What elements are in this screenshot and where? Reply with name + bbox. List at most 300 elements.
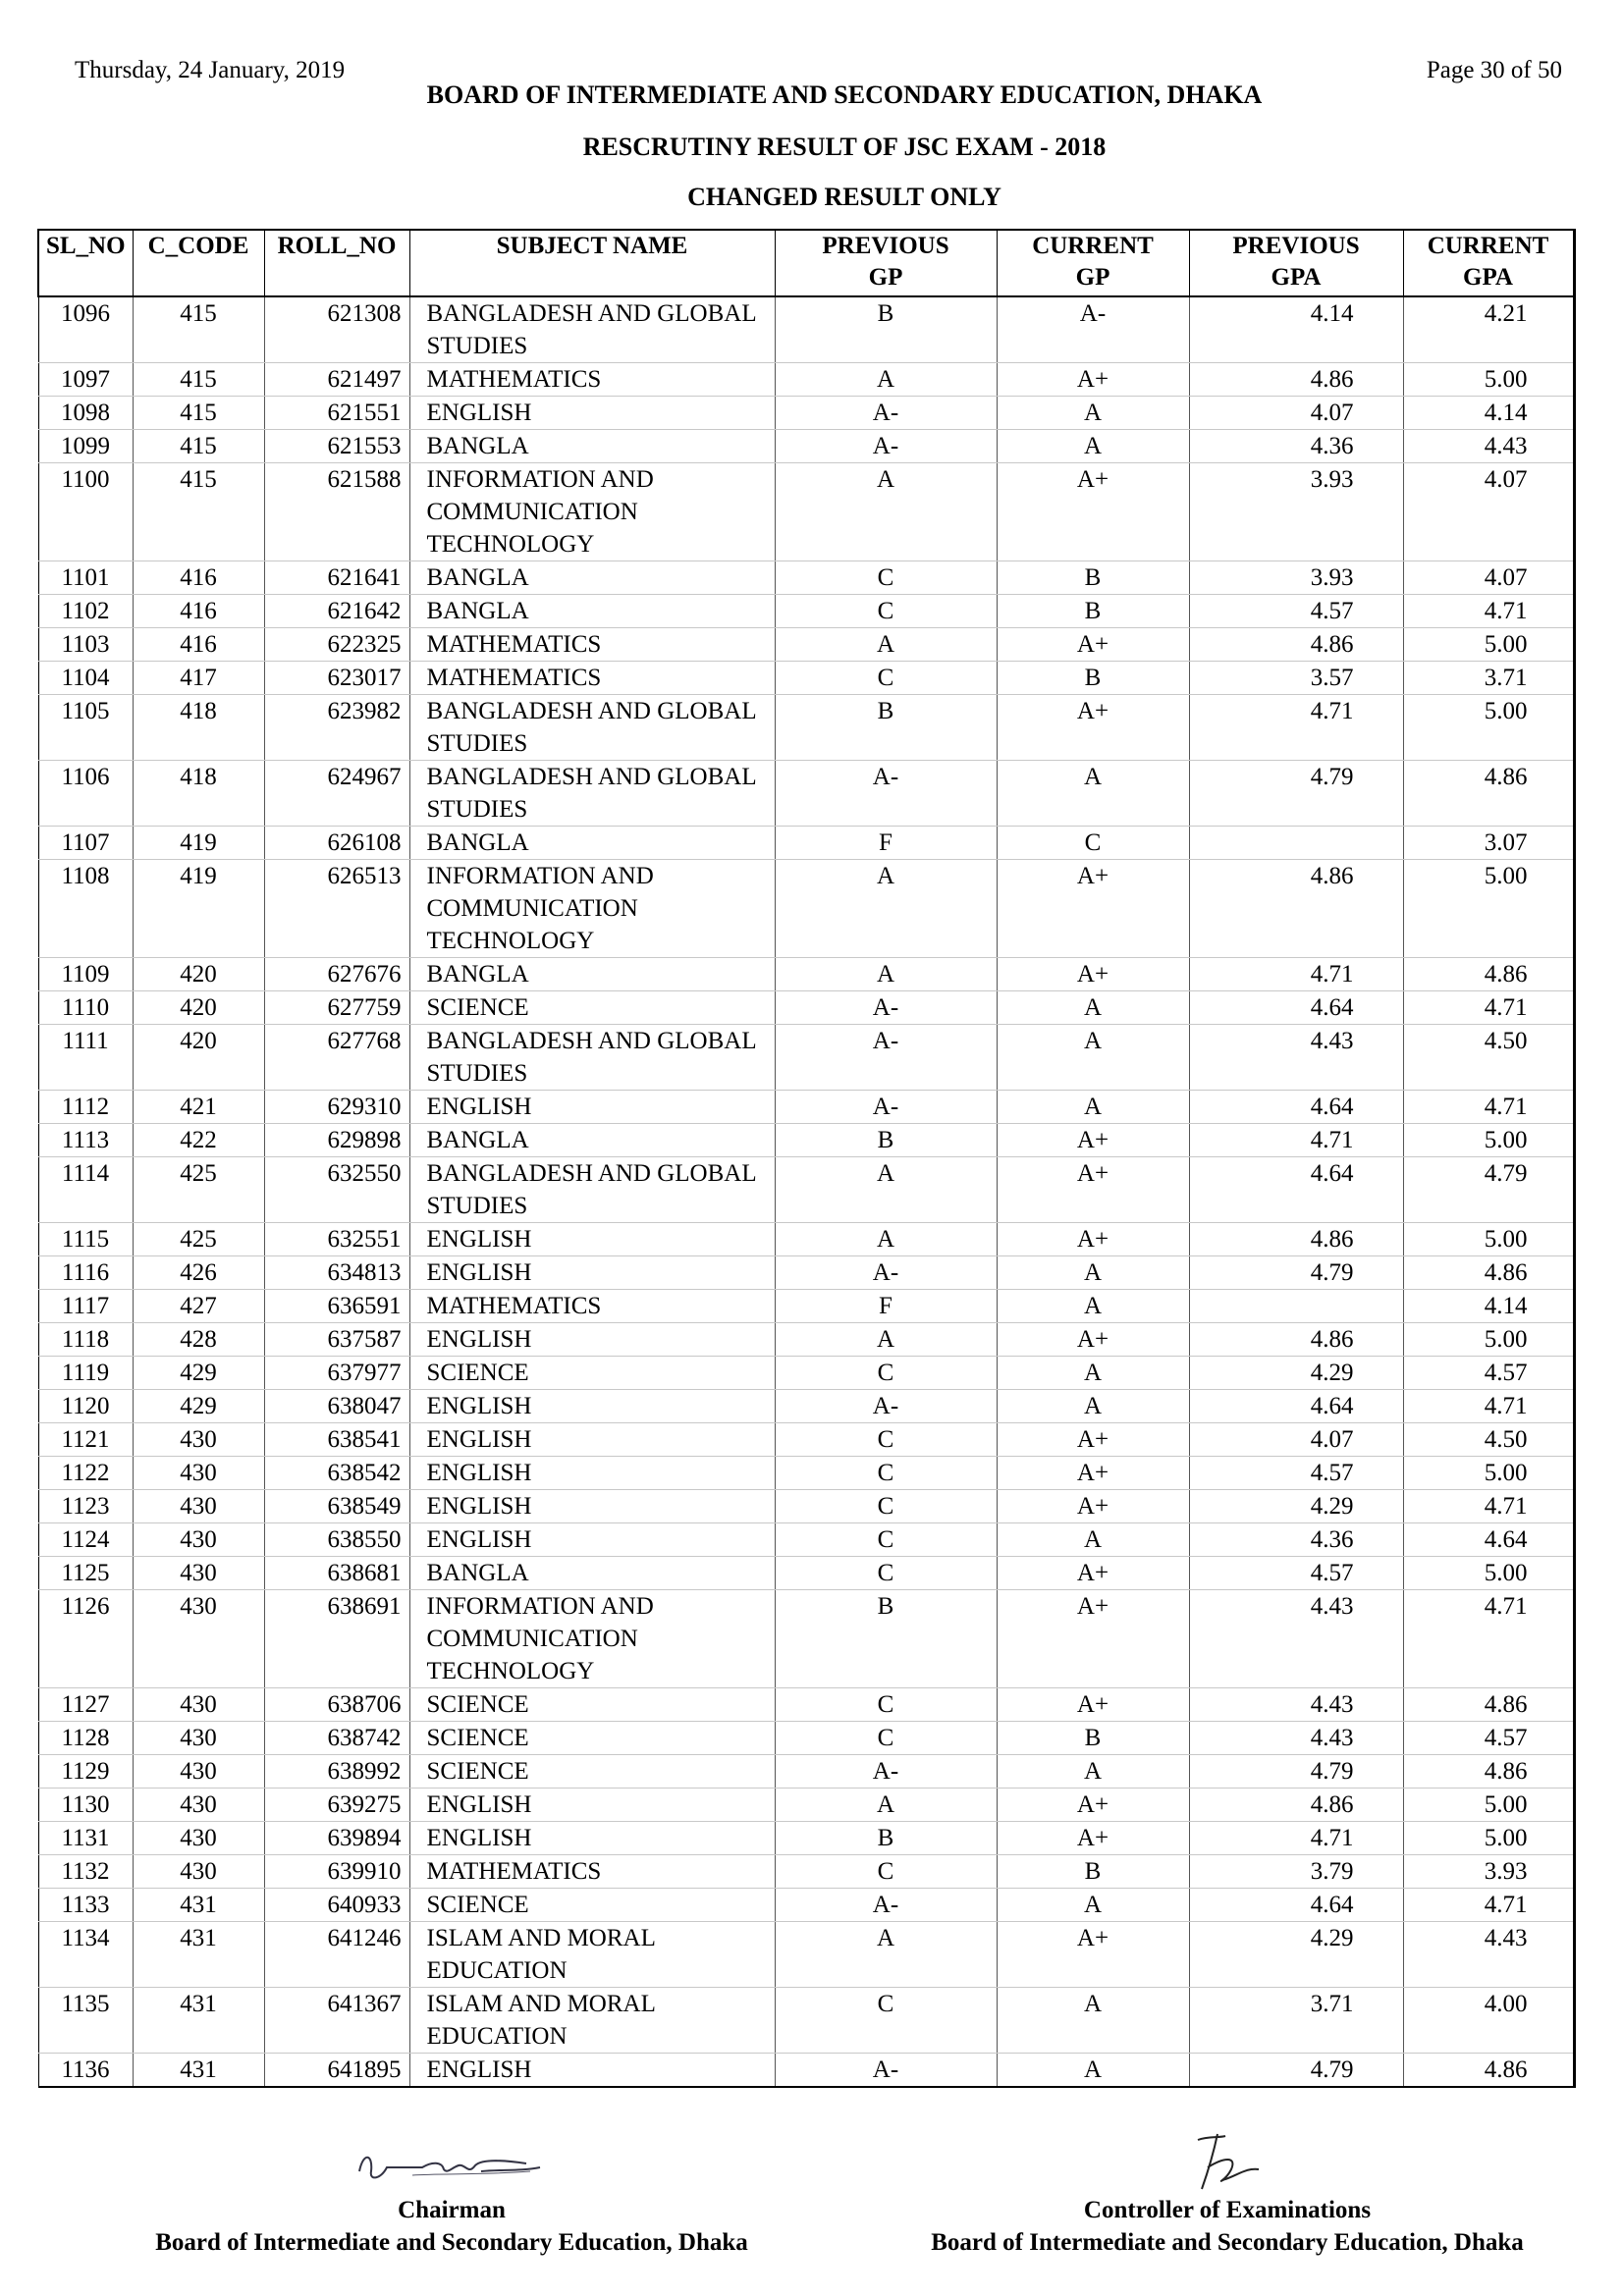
- subject-name-cell: ENGLISH: [409, 1822, 775, 1855]
- sl-no-cell: 1130: [38, 1789, 133, 1822]
- subject-name-cell: MATHEMATICS: [409, 662, 775, 695]
- subject-name-cell: SCIENCE: [409, 1357, 775, 1390]
- c-code-cell: 429: [133, 1390, 264, 1423]
- previous-gpa-cell: 3.57: [1189, 662, 1403, 695]
- previous-gpa-cell: 4.43: [1189, 1688, 1403, 1722]
- current-gpa-cell: 4.07: [1403, 463, 1574, 561]
- table-row: [38, 1323, 1574, 1357]
- current-gp-cell: A+: [997, 1457, 1189, 1490]
- roll-no-cell: 638542: [264, 1457, 409, 1490]
- current-gp-cell: C: [997, 827, 1189, 860]
- roll-no-cell: 638706: [264, 1688, 409, 1722]
- roll-no-cell: 621553: [264, 430, 409, 463]
- c-code-cell: 430: [133, 1590, 264, 1688]
- table-row: [38, 430, 1574, 463]
- roll-no-cell: 621308: [264, 296, 409, 363]
- previous-gpa-cell: 4.64: [1189, 1390, 1403, 1423]
- previous-gp-cell: A-: [775, 1025, 997, 1091]
- subject-name-cell: MATHEMATICS: [409, 363, 775, 397]
- table-row: [38, 1025, 1574, 1091]
- current-gpa-cell: 4.57: [1403, 1722, 1574, 1755]
- current-gp-cell: A-: [997, 296, 1189, 363]
- current-gpa-cell: 4.71: [1403, 1390, 1574, 1423]
- c-code-cell: 425: [133, 1223, 264, 1256]
- current-gpa-cell: 4.71: [1403, 1590, 1574, 1688]
- c-code-cell: 416: [133, 595, 264, 628]
- sl-no-cell: 1101: [38, 561, 133, 595]
- previous-gpa-cell: 4.86: [1189, 860, 1403, 958]
- subject-name-cell: SCIENCE: [409, 1755, 775, 1789]
- results-body: [38, 296, 1574, 2087]
- previous-gpa-cell: 4.07: [1189, 1423, 1403, 1457]
- roll-no-cell: 623017: [264, 662, 409, 695]
- c-code-cell: 428: [133, 1323, 264, 1357]
- sl-no-cell: 1114: [38, 1157, 133, 1223]
- current-gp-cell: A: [997, 1755, 1189, 1789]
- previous-gpa-cell: 4.64: [1189, 1889, 1403, 1922]
- sl-no-cell: 1119: [38, 1357, 133, 1390]
- column-header: SL_NO: [38, 230, 133, 296]
- roll-no-cell: 632550: [264, 1157, 409, 1223]
- previous-gpa-cell: 3.93: [1189, 561, 1403, 595]
- table-row: [38, 1457, 1574, 1490]
- roll-no-cell: 638691: [264, 1590, 409, 1688]
- c-code-cell: 429: [133, 1357, 264, 1390]
- roll-no-cell: 636591: [264, 1290, 409, 1323]
- c-code-cell: 419: [133, 827, 264, 860]
- previous-gp-cell: A: [775, 1223, 997, 1256]
- previous-gpa-cell: 4.71: [1189, 958, 1403, 991]
- current-gp-cell: A: [997, 991, 1189, 1025]
- current-gpa-cell: 4.00: [1403, 1988, 1574, 2054]
- exam-title: RESCRUTINY RESULT OF JSC EXAM - 2018: [582, 133, 1107, 161]
- sl-no-cell: 1124: [38, 1523, 133, 1557]
- sl-no-cell: 1108: [38, 860, 133, 958]
- previous-gp-cell: A: [775, 1157, 997, 1223]
- sl-no-cell: 1097: [38, 363, 133, 397]
- chairman-signature: [353, 2142, 550, 2191]
- roll-no-cell: 621642: [264, 595, 409, 628]
- current-gp-cell: A+: [997, 1822, 1189, 1855]
- current-gpa-cell: 5.00: [1403, 1223, 1574, 1256]
- table-row: [38, 1124, 1574, 1157]
- previous-gp-cell: C: [775, 1722, 997, 1755]
- current-gp-cell: A: [997, 1988, 1189, 2054]
- subject-name-cell: ENGLISH: [409, 397, 775, 430]
- sl-no-cell: 1120: [38, 1390, 133, 1423]
- table-row: [38, 695, 1574, 761]
- subject-name-cell: MATHEMATICS: [409, 628, 775, 662]
- subject-name-cell: BANGLA: [409, 827, 775, 860]
- previous-gp-cell: A: [775, 860, 997, 958]
- table-row: [38, 860, 1574, 958]
- c-code-cell: 417: [133, 662, 264, 695]
- previous-gpa-cell: 4.29: [1189, 1490, 1403, 1523]
- column-header: CURRENT GPA: [1403, 230, 1574, 296]
- sl-no-cell: 1136: [38, 2054, 133, 2088]
- c-code-cell: 418: [133, 761, 264, 827]
- previous-gpa-cell: 4.79: [1189, 1256, 1403, 1290]
- sl-no-cell: 1110: [38, 991, 133, 1025]
- previous-gp-cell: A-: [775, 1755, 997, 1789]
- previous-gp-cell: B: [775, 296, 997, 363]
- sl-no-cell: 1133: [38, 1889, 133, 1922]
- current-gpa-cell: 5.00: [1403, 860, 1574, 958]
- current-gp-cell: A+: [997, 695, 1189, 761]
- current-gpa-cell: 4.86: [1403, 958, 1574, 991]
- sl-no-cell: 1099: [38, 430, 133, 463]
- previous-gpa-cell: 4.36: [1189, 1523, 1403, 1557]
- previous-gp-cell: C: [775, 1490, 997, 1523]
- sl-no-cell: 1122: [38, 1457, 133, 1490]
- previous-gp-cell: A-: [775, 1091, 997, 1124]
- subject-name-cell: ISLAM AND MORAL EDUCATION: [409, 1922, 775, 1988]
- subject-name-cell: ENGLISH: [409, 1390, 775, 1423]
- sl-no-cell: 1118: [38, 1323, 133, 1357]
- subject-name-cell: ENGLISH: [409, 1256, 775, 1290]
- sl-no-cell: 1131: [38, 1822, 133, 1855]
- previous-gpa-cell: 4.86: [1189, 363, 1403, 397]
- previous-gp-cell: C: [775, 1557, 997, 1590]
- table-row: [38, 628, 1574, 662]
- sl-no-cell: 1129: [38, 1755, 133, 1789]
- current-gpa-cell: 4.07: [1403, 561, 1574, 595]
- current-gp-cell: B: [997, 662, 1189, 695]
- current-gp-cell: A+: [997, 628, 1189, 662]
- sl-no-cell: 1106: [38, 761, 133, 827]
- roll-no-cell: 621551: [264, 397, 409, 430]
- current-gpa-cell: 5.00: [1403, 1789, 1574, 1822]
- current-gpa-cell: 4.86: [1403, 1688, 1574, 1722]
- table-row: [38, 2054, 1574, 2088]
- subject-name-cell: MATHEMATICS: [409, 1855, 775, 1889]
- column-header: SUBJECT NAME: [409, 230, 775, 296]
- c-code-cell: 415: [133, 430, 264, 463]
- roll-no-cell: 627676: [264, 958, 409, 991]
- table-row: [38, 1688, 1574, 1722]
- previous-gp-cell: C: [775, 561, 997, 595]
- table-row: [38, 561, 1574, 595]
- table-row: [38, 1423, 1574, 1457]
- table-row: [38, 827, 1574, 860]
- controller-board: Board of Intermediate and Secondary Education, Dhaka: [931, 2229, 1524, 2256]
- subject-name-cell: BANGLADESH AND GLOBAL STUDIES: [409, 761, 775, 827]
- previous-gpa-cell: 4.64: [1189, 1157, 1403, 1223]
- previous-gp-cell: A: [775, 1922, 997, 1988]
- controller-signature: [1168, 2128, 1286, 2197]
- c-code-cell: 430: [133, 1688, 264, 1722]
- current-gpa-cell: 4.21: [1403, 296, 1574, 363]
- previous-gp-cell: C: [775, 1423, 997, 1457]
- c-code-cell: 430: [133, 1722, 264, 1755]
- previous-gpa-cell: 4.86: [1189, 628, 1403, 662]
- previous-gp-cell: B: [775, 1590, 997, 1688]
- previous-gp-cell: A: [775, 363, 997, 397]
- c-code-cell: 421: [133, 1091, 264, 1124]
- table-row: [38, 761, 1574, 827]
- current-gp-cell: A: [997, 1290, 1189, 1323]
- previous-gp-cell: A: [775, 1323, 997, 1357]
- current-gpa-cell: 4.86: [1403, 2054, 1574, 2088]
- current-gp-cell: A+: [997, 1423, 1189, 1457]
- subject-name-cell: INFORMATION AND COMMUNICATION TECHNOLOGY: [409, 860, 775, 958]
- sl-no-cell: 1126: [38, 1590, 133, 1688]
- sl-no-cell: 1096: [38, 296, 133, 363]
- table-row: [38, 1490, 1574, 1523]
- sl-no-cell: 1127: [38, 1688, 133, 1722]
- sl-no-cell: 1111: [38, 1025, 133, 1091]
- table-row: [38, 1590, 1574, 1688]
- table-row: [38, 1157, 1574, 1223]
- sl-no-cell: 1128: [38, 1722, 133, 1755]
- sl-no-cell: 1100: [38, 463, 133, 561]
- chairman-title: Chairman: [398, 2197, 506, 2223]
- previous-gpa-cell: 4.57: [1189, 595, 1403, 628]
- table-row: [38, 1256, 1574, 1290]
- chairman-board: Board of Intermediate and Secondary Education, Dhaka: [155, 2229, 748, 2256]
- table-row: [38, 1390, 1574, 1423]
- sl-no-cell: 1135: [38, 1988, 133, 2054]
- current-gpa-cell: 4.86: [1403, 1755, 1574, 1789]
- previous-gp-cell: A: [775, 463, 997, 561]
- subject-name-cell: BANGLADESH AND GLOBAL STUDIES: [409, 1157, 775, 1223]
- c-code-cell: 427: [133, 1290, 264, 1323]
- table-row: [38, 1557, 1574, 1590]
- previous-gpa-cell: 4.14: [1189, 296, 1403, 363]
- previous-gp-cell: A-: [775, 397, 997, 430]
- roll-no-cell: 627768: [264, 1025, 409, 1091]
- roll-no-cell: 638742: [264, 1722, 409, 1755]
- current-gp-cell: A: [997, 1025, 1189, 1091]
- c-code-cell: 430: [133, 1457, 264, 1490]
- current-gp-cell: B: [997, 1855, 1189, 1889]
- roll-no-cell: 626108: [264, 827, 409, 860]
- c-code-cell: 430: [133, 1822, 264, 1855]
- c-code-cell: 426: [133, 1256, 264, 1290]
- current-gp-cell: A+: [997, 1688, 1189, 1722]
- previous-gpa-cell: 4.79: [1189, 761, 1403, 827]
- table-row: [38, 662, 1574, 695]
- roll-no-cell: 626513: [264, 860, 409, 958]
- table-row: [38, 1091, 1574, 1124]
- current-gpa-cell: 5.00: [1403, 1323, 1574, 1357]
- page-number: Page 30 of 50: [1426, 57, 1562, 83]
- sl-no-cell: 1115: [38, 1223, 133, 1256]
- sl-no-cell: 1103: [38, 628, 133, 662]
- previous-gpa-cell: 4.71: [1189, 695, 1403, 761]
- current-gp-cell: A+: [997, 1557, 1189, 1590]
- sl-no-cell: 1117: [38, 1290, 133, 1323]
- subject-name-cell: BANGLA: [409, 958, 775, 991]
- c-code-cell: 431: [133, 1889, 264, 1922]
- roll-no-cell: 638541: [264, 1423, 409, 1457]
- previous-gpa-cell: 4.43: [1189, 1025, 1403, 1091]
- previous-gpa-cell: 4.64: [1189, 1091, 1403, 1124]
- previous-gpa-cell: 3.79: [1189, 1855, 1403, 1889]
- result-subtitle: CHANGED RESULT ONLY: [687, 183, 1001, 211]
- previous-gpa-cell: 4.36: [1189, 430, 1403, 463]
- previous-gpa-cell: 4.86: [1189, 1789, 1403, 1822]
- c-code-cell: 420: [133, 1025, 264, 1091]
- current-gpa-cell: 5.00: [1403, 695, 1574, 761]
- previous-gp-cell: C: [775, 1855, 997, 1889]
- roll-no-cell: 639275: [264, 1789, 409, 1822]
- current-gpa-cell: 4.71: [1403, 1490, 1574, 1523]
- c-code-cell: 415: [133, 296, 264, 363]
- current-gp-cell: A+: [997, 860, 1189, 958]
- previous-gpa-cell: 4.57: [1189, 1557, 1403, 1590]
- current-gp-cell: A+: [997, 1223, 1189, 1256]
- previous-gp-cell: A: [775, 1789, 997, 1822]
- current-gp-cell: A+: [997, 1157, 1189, 1223]
- current-gp-cell: A+: [997, 1490, 1189, 1523]
- subject-name-cell: SCIENCE: [409, 1688, 775, 1722]
- current-gpa-cell: 4.71: [1403, 595, 1574, 628]
- current-gp-cell: A: [997, 761, 1189, 827]
- subject-name-cell: BANGLA: [409, 561, 775, 595]
- table-row: [38, 296, 1574, 363]
- sl-no-cell: 1098: [38, 397, 133, 430]
- current-gp-cell: A+: [997, 958, 1189, 991]
- sl-no-cell: 1112: [38, 1091, 133, 1124]
- current-gp-cell: A+: [997, 1124, 1189, 1157]
- table-row: [38, 1922, 1574, 1988]
- current-gp-cell: A+: [997, 1590, 1189, 1688]
- c-code-cell: 425: [133, 1157, 264, 1223]
- previous-gp-cell: A-: [775, 1390, 997, 1423]
- c-code-cell: 430: [133, 1423, 264, 1457]
- sl-no-cell: 1123: [38, 1490, 133, 1523]
- roll-no-cell: 623982: [264, 695, 409, 761]
- c-code-cell: 415: [133, 363, 264, 397]
- table-header-row: [38, 230, 1574, 296]
- c-code-cell: 431: [133, 1988, 264, 2054]
- previous-gpa-cell: 4.29: [1189, 1922, 1403, 1988]
- c-code-cell: 418: [133, 695, 264, 761]
- current-gpa-cell: 4.79: [1403, 1157, 1574, 1223]
- subject-name-cell: ENGLISH: [409, 1789, 775, 1822]
- column-header: ROLL_NO: [264, 230, 409, 296]
- current-gpa-cell: 3.07: [1403, 827, 1574, 860]
- previous-gp-cell: C: [775, 1988, 997, 2054]
- previous-gpa-cell: 4.79: [1189, 2054, 1403, 2088]
- current-gpa-cell: 4.57: [1403, 1357, 1574, 1390]
- c-code-cell: 415: [133, 397, 264, 430]
- current-gpa-cell: 4.43: [1403, 430, 1574, 463]
- current-gp-cell: A: [997, 430, 1189, 463]
- table-row: [38, 397, 1574, 430]
- board-title: BOARD OF INTERMEDIATE AND SECONDARY EDUCATION, DHAKA: [426, 80, 1263, 109]
- previous-gp-cell: A-: [775, 991, 997, 1025]
- current-gpa-cell: 4.64: [1403, 1523, 1574, 1557]
- previous-gpa-cell: 4.79: [1189, 1755, 1403, 1789]
- subject-name-cell: BANGLADESH AND GLOBAL STUDIES: [409, 695, 775, 761]
- previous-gp-cell: C: [775, 1688, 997, 1722]
- previous-gp-cell: B: [775, 1822, 997, 1855]
- roll-no-cell: 638047: [264, 1390, 409, 1423]
- sl-no-cell: 1125: [38, 1557, 133, 1590]
- current-gp-cell: A: [997, 1256, 1189, 1290]
- roll-no-cell: 637587: [264, 1323, 409, 1357]
- subject-name-cell: BANGLA: [409, 430, 775, 463]
- subject-name-cell: ENGLISH: [409, 2054, 775, 2088]
- previous-gp-cell: A-: [775, 2054, 997, 2088]
- current-gpa-cell: 4.50: [1403, 1423, 1574, 1457]
- current-gp-cell: A: [997, 1091, 1189, 1124]
- table-row: [38, 1722, 1574, 1755]
- previous-gp-cell: C: [775, 662, 997, 695]
- subject-name-cell: BANGLADESH AND GLOBAL STUDIES: [409, 1025, 775, 1091]
- table-row: [38, 363, 1574, 397]
- subject-name-cell: SCIENCE: [409, 1889, 775, 1922]
- current-gpa-cell: 4.14: [1403, 1290, 1574, 1323]
- sl-no-cell: 1113: [38, 1124, 133, 1157]
- previous-gp-cell: F: [775, 827, 997, 860]
- c-code-cell: 430: [133, 1557, 264, 1590]
- sl-no-cell: 1104: [38, 662, 133, 695]
- roll-no-cell: 641895: [264, 2054, 409, 2088]
- controller-title: Controller of Examinations: [1083, 2197, 1372, 2223]
- previous-gp-cell: A-: [775, 1889, 997, 1922]
- column-header: PREVIOUS GP: [775, 230, 997, 296]
- c-code-cell: 430: [133, 1789, 264, 1822]
- previous-gp-cell: C: [775, 1523, 997, 1557]
- current-gpa-cell: 5.00: [1403, 628, 1574, 662]
- previous-gpa-cell: 4.29: [1189, 1357, 1403, 1390]
- current-gp-cell: A: [997, 2054, 1189, 2088]
- current-gp-cell: A: [997, 1357, 1189, 1390]
- previous-gp-cell: A-: [775, 1256, 997, 1290]
- current-gp-cell: A+: [997, 463, 1189, 561]
- current-gpa-cell: 4.86: [1403, 1256, 1574, 1290]
- current-gpa-cell: 5.00: [1403, 1457, 1574, 1490]
- subject-name-cell: BANGLA: [409, 595, 775, 628]
- roll-no-cell: 624967: [264, 761, 409, 827]
- roll-no-cell: 637977: [264, 1357, 409, 1390]
- c-code-cell: 430: [133, 1523, 264, 1557]
- previous-gp-cell: B: [775, 695, 997, 761]
- roll-no-cell: 621497: [264, 363, 409, 397]
- roll-no-cell: 639894: [264, 1822, 409, 1855]
- previous-gpa-cell: [1189, 827, 1403, 860]
- table-row: [38, 1290, 1574, 1323]
- column-header: C_CODE: [133, 230, 264, 296]
- roll-no-cell: 638681: [264, 1557, 409, 1590]
- roll-no-cell: 638992: [264, 1755, 409, 1789]
- c-code-cell: 430: [133, 1755, 264, 1789]
- table-row: [38, 1889, 1574, 1922]
- results-table: [37, 229, 1576, 2088]
- subject-name-cell: ENGLISH: [409, 1423, 775, 1457]
- previous-gp-cell: F: [775, 1290, 997, 1323]
- current-gpa-cell: 3.93: [1403, 1855, 1574, 1889]
- previous-gp-cell: A: [775, 958, 997, 991]
- previous-gp-cell: A-: [775, 761, 997, 827]
- roll-no-cell: 622325: [264, 628, 409, 662]
- previous-gpa-cell: 4.71: [1189, 1822, 1403, 1855]
- table-row: [38, 595, 1574, 628]
- roll-no-cell: 634813: [264, 1256, 409, 1290]
- roll-no-cell: 632551: [264, 1223, 409, 1256]
- previous-gpa-cell: 3.71: [1189, 1988, 1403, 2054]
- current-gp-cell: A: [997, 397, 1189, 430]
- subject-name-cell: BANGLA: [409, 1557, 775, 1590]
- previous-gpa-cell: 3.93: [1189, 463, 1403, 561]
- subject-name-cell: ISLAM AND MORAL EDUCATION: [409, 1988, 775, 2054]
- column-header: CURRENT GP: [997, 230, 1189, 296]
- table-row: [38, 1789, 1574, 1822]
- previous-gpa-cell: 4.57: [1189, 1457, 1403, 1490]
